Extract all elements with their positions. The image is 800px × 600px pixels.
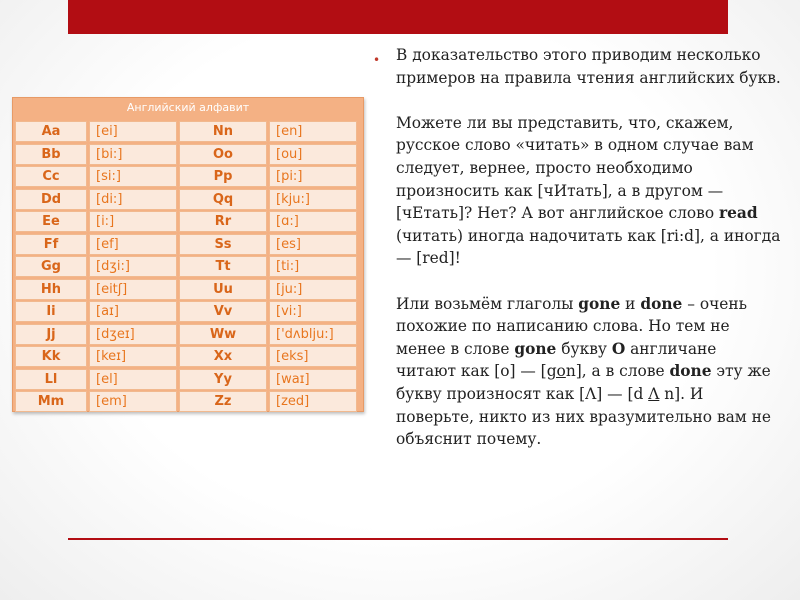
alphabet-row	[15, 189, 361, 210]
alphabet-row	[15, 324, 361, 345]
text-span: Можете ли вы представить, что, скажем, русское слово «читать» в одном случае вам следует, вернее, просто необходимо произносить как [чИтать], а в другом — [чЕтать]? Нет? А вот английское слово	[396, 113, 754, 223]
letter-cell: Bb	[15, 144, 87, 165]
letter-cell: Jj	[15, 324, 87, 345]
transcription-cell: [el]	[89, 369, 177, 390]
text-span: и	[620, 294, 641, 313]
letter-o: O	[611, 339, 626, 358]
letter-cell: Pp	[179, 166, 267, 187]
alphabet-grid	[15, 121, 361, 414]
transcription-cell: ['dʌblju:]	[269, 324, 357, 345]
word-read: read	[719, 204, 758, 223]
letter-cell: Ee	[15, 211, 87, 232]
transcription-cell: [pi:]	[269, 166, 357, 187]
letter-cell: Zz	[179, 391, 267, 412]
transcription-cell: [zed]	[269, 391, 357, 412]
letter-cell: Mm	[15, 391, 87, 412]
alphabet-row	[15, 211, 361, 232]
alphabet-row	[15, 369, 361, 390]
transcription-cell: [ju:]	[269, 279, 357, 300]
transcription-cell: [keɪ]	[89, 346, 177, 367]
transcription-cell: [kju:]	[269, 189, 357, 210]
letter-cell: Rr	[179, 211, 267, 232]
letter-cell: Gg	[15, 256, 87, 277]
alphabet-table-title: Английский алфавит	[126, 101, 250, 114]
letter-cell: Qq	[179, 189, 267, 210]
transcription-cell: [aɪ]	[89, 301, 177, 322]
letter-cell: Kk	[15, 346, 87, 367]
transcription-cell: [en]	[269, 121, 357, 142]
letter-cell: Tt	[179, 256, 267, 277]
text-span: Или возьмём глаголы	[396, 294, 579, 313]
letter-cell: Dd	[15, 189, 87, 210]
alphabet-row	[15, 346, 361, 367]
transcription-cell: [eks]	[269, 346, 357, 367]
transcription-cell: [ei]	[89, 121, 177, 142]
transcription-cell: [i:]	[89, 211, 177, 232]
bottom-rule	[68, 538, 728, 540]
alphabet-row	[15, 391, 361, 412]
text-span: эту же букву произносят как [Λ] — [d	[396, 362, 771, 403]
word-done: done	[669, 362, 712, 381]
alphabet-row	[15, 166, 361, 187]
transcription-cell: [dʒeɪ]	[89, 324, 177, 345]
letter-cell: Ss	[179, 234, 267, 255]
top-accent-bar	[68, 0, 728, 34]
intro-paragraph: В доказательство этого приводим несколько примеров на правила чтения английских букв.	[396, 46, 781, 87]
letter-cell: Xx	[179, 346, 267, 367]
underlined-lambda: Λ	[648, 384, 660, 403]
transcription-cell: [si:]	[89, 166, 177, 187]
letter-cell: Ll	[15, 369, 87, 390]
read-example-paragraph	[396, 112, 781, 270]
letter-cell: Vv	[179, 301, 267, 322]
letter-cell: Aa	[15, 121, 87, 142]
english-alphabet-table	[12, 97, 364, 412]
letter-cell: Ii	[15, 301, 87, 322]
bullet-marker: •	[373, 53, 381, 67]
letter-cell: Ff	[15, 234, 87, 255]
letter-cell: Uu	[179, 279, 267, 300]
transcription-cell: [vi:]	[269, 301, 357, 322]
transcription-cell: [di:]	[89, 189, 177, 210]
alphabet-row	[15, 256, 361, 277]
alphabet-row	[15, 144, 361, 165]
alphabet-row	[15, 279, 361, 300]
word-gone: gone	[514, 339, 557, 358]
transcription-cell: [ti:]	[269, 256, 357, 277]
text-span: букву	[556, 339, 612, 358]
alphabet-row	[15, 234, 361, 255]
transcription-cell: [em]	[89, 391, 177, 412]
transcription-cell: [ɑ:]	[269, 211, 357, 232]
transcription-cell: [waɪ]	[269, 369, 357, 390]
text-span: (читать) иногда надочитать как [ri:d], а иногда — [red]!	[396, 226, 781, 268]
letter-cell: Nn	[179, 121, 267, 142]
alphabet-row	[15, 301, 361, 322]
letter-cell: Ww	[179, 324, 267, 345]
transcription-cell: [bi:]	[89, 144, 177, 165]
gone-done-paragraph	[396, 293, 781, 451]
transcription-cell: [ef]	[89, 234, 177, 255]
letter-cell: Cc	[15, 166, 87, 187]
underlined-go: go	[546, 362, 566, 381]
text-span: n]. И поверьте, никто из них вразумительно вам не объяснит почему.	[396, 384, 772, 449]
alphabet-row	[15, 121, 361, 142]
transcription-cell: [ou]	[269, 144, 357, 165]
word-gone: gone	[578, 294, 621, 313]
letter-cell: Hh	[15, 279, 87, 300]
letter-cell: Yy	[179, 369, 267, 390]
text-span: – очень похожие по написанию слова. Но тем не менее в слове	[396, 294, 748, 358]
word-done: done	[640, 294, 683, 313]
text-span: n], а в слове	[565, 362, 670, 381]
text-span: англичане читают как [o] — [	[396, 339, 717, 381]
letter-cell: Oo	[179, 144, 267, 165]
transcription-cell: [es]	[269, 234, 357, 255]
explanation-text	[396, 44, 781, 451]
transcription-cell: [eitʃ]	[89, 279, 177, 300]
transcription-cell: [dʒi:]	[89, 256, 177, 277]
